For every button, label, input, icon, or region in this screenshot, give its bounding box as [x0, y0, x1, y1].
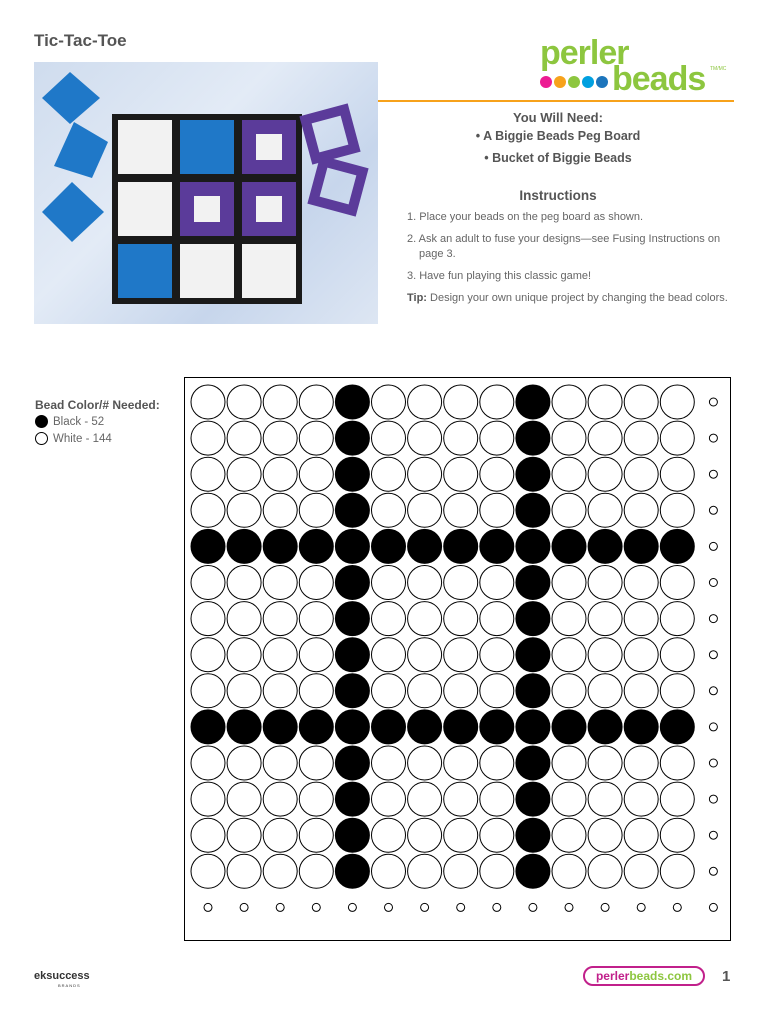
logo-word-perler: perler: [540, 34, 629, 72]
legend-item-black: [35, 415, 104, 428]
bead-pattern-svg: [185, 378, 730, 940]
bead-white: [624, 746, 658, 780]
bead-white: [444, 674, 478, 708]
header-rule: [378, 100, 734, 102]
bead-white: [299, 818, 333, 852]
bead-black: [335, 710, 369, 744]
bead-white: [444, 493, 478, 527]
bead-white: [263, 674, 297, 708]
bead-white: [191, 385, 225, 419]
bead-black: [191, 710, 225, 744]
cell-white: [180, 244, 234, 298]
empty-peg: [709, 470, 717, 478]
bead-white: [444, 602, 478, 636]
bead-white: [227, 566, 261, 600]
bead-black: [660, 529, 694, 563]
legend-title: Bead Color/# Needed:: [35, 398, 160, 412]
logo-word-beads: beads: [612, 60, 706, 98]
bead-white: [624, 493, 658, 527]
blue-piece: [54, 122, 108, 178]
bead-white: [480, 674, 514, 708]
bead-white: [191, 782, 225, 816]
bead-white: [408, 674, 442, 708]
bead-white: [444, 854, 478, 888]
empty-peg: [709, 651, 717, 659]
bead-white: [480, 638, 514, 672]
bead-white: [444, 457, 478, 491]
bead-black: [227, 710, 261, 744]
cell-blue: [118, 244, 172, 298]
bead-black: [335, 493, 369, 527]
bead-white: [624, 674, 658, 708]
empty-peg: [276, 903, 284, 911]
bead-white: [372, 674, 406, 708]
bead-white: [408, 746, 442, 780]
white-bead-icon: [35, 432, 48, 445]
instruction-step-2: 2. Ask an adult to fuse your designs—see Fusing Instructions on page 3.: [407, 233, 721, 260]
bead-white: [552, 674, 586, 708]
bead-black: [588, 529, 622, 563]
bead-white: [660, 566, 694, 600]
bead-black: [624, 710, 658, 744]
empty-peg: [709, 795, 717, 803]
bead-black: [335, 385, 369, 419]
bead-black: [444, 710, 478, 744]
bead-white: [227, 457, 261, 491]
bead-white: [372, 457, 406, 491]
bead-white: [552, 457, 586, 491]
bead-black: [408, 710, 442, 744]
bead-white: [227, 602, 261, 636]
bead-black: [335, 746, 369, 780]
empty-peg: [601, 903, 609, 911]
perler-beads-logo: [540, 36, 740, 96]
eksuccess-logo-sub: BRANDS: [58, 983, 81, 988]
bead-white: [588, 602, 622, 636]
instruction-step-1: 1. Place your beads on the peg board as shown.: [407, 211, 644, 223]
bead-black: [516, 421, 550, 455]
bead-white: [444, 818, 478, 852]
bead-white: [299, 602, 333, 636]
empty-peg: [709, 687, 717, 695]
bead-white: [480, 493, 514, 527]
bead-white: [480, 457, 514, 491]
bead-black: [516, 385, 550, 419]
bead-white: [588, 493, 622, 527]
empty-peg: [709, 542, 717, 550]
bead-white: [408, 457, 442, 491]
bead-white: [263, 457, 297, 491]
bead-black: [516, 746, 550, 780]
empty-peg: [709, 831, 717, 839]
bead-white: [588, 421, 622, 455]
bead-white: [299, 746, 333, 780]
eksuccess-logo: eksuccess: [34, 970, 90, 982]
bead-white: [372, 746, 406, 780]
bead-black: [335, 602, 369, 636]
black-bead-icon: [35, 415, 48, 428]
empty-peg: [529, 903, 537, 911]
bead-white: [660, 421, 694, 455]
bead-white: [408, 385, 442, 419]
bead-black: [372, 529, 406, 563]
bead-white: [588, 782, 622, 816]
bead-black: [263, 710, 297, 744]
bead-black: [516, 493, 550, 527]
bead-black: [335, 854, 369, 888]
bead-black: [335, 566, 369, 600]
bead-white: [227, 818, 261, 852]
empty-peg: [709, 615, 717, 623]
bead-white: [624, 457, 658, 491]
empty-peg: [709, 506, 717, 514]
bead-white: [408, 602, 442, 636]
empty-peg: [709, 867, 717, 875]
bead-white: [227, 746, 261, 780]
bead-white: [263, 818, 297, 852]
bead-white: [408, 493, 442, 527]
cell-center: [256, 134, 282, 160]
bead-white: [444, 566, 478, 600]
bead-white: [588, 457, 622, 491]
page-title: Tic-Tac-Toe: [34, 31, 127, 50]
bead-white: [227, 674, 261, 708]
bead-white: [372, 421, 406, 455]
bead-white: [263, 385, 297, 419]
bead-black: [552, 710, 586, 744]
bead-white: [408, 782, 442, 816]
bead-white: [480, 818, 514, 852]
bead-white: [191, 566, 225, 600]
bead-white: [588, 854, 622, 888]
bead-pattern-grid: [184, 377, 731, 941]
legend-item-white: [35, 432, 112, 445]
bead-white: [624, 421, 658, 455]
bead-white: [227, 421, 261, 455]
cell-center: [256, 196, 282, 222]
bead-white: [552, 854, 586, 888]
bead-white: [588, 746, 622, 780]
bead-white: [227, 493, 261, 527]
bead-white: [299, 782, 333, 816]
bead-white: [227, 385, 261, 419]
empty-peg: [709, 759, 717, 767]
bead-white: [552, 421, 586, 455]
logo-dot: [540, 76, 552, 88]
empty-peg: [709, 903, 717, 911]
bead-white: [372, 638, 406, 672]
need-item-beads: • Bucket of Biggie Beads: [484, 151, 632, 165]
bead-white: [263, 782, 297, 816]
bead-white: [372, 818, 406, 852]
tip-text: Design your own unique project by changing the bead colors.: [426, 292, 728, 304]
page-number: 1: [722, 968, 731, 985]
you-will-need-heading: You Will Need:: [513, 110, 603, 125]
bead-white: [299, 457, 333, 491]
bead-white: [588, 818, 622, 852]
empty-peg: [709, 723, 717, 731]
bead-white: [408, 854, 442, 888]
bead-black: [335, 674, 369, 708]
bead-black: [480, 710, 514, 744]
bead-white: [444, 385, 478, 419]
bead-white: [191, 602, 225, 636]
bead-white: [588, 566, 622, 600]
bead-white: [299, 674, 333, 708]
bead-white: [480, 602, 514, 636]
bead-black: [516, 782, 550, 816]
bead-white: [660, 818, 694, 852]
empty-peg: [348, 903, 356, 911]
bead-white: [263, 602, 297, 636]
empty-peg: [709, 579, 717, 587]
bead-white: [372, 385, 406, 419]
website-link[interactable]: [583, 966, 705, 986]
bead-black: [516, 638, 550, 672]
logo-dot: [596, 76, 608, 88]
bead-black: [516, 566, 550, 600]
empty-peg: [385, 903, 393, 911]
bead-black: [444, 529, 478, 563]
instructions-heading: Instructions: [519, 188, 597, 203]
bead-black: [552, 529, 586, 563]
instruction-step-3: 3. Have fun playing this classic game!: [407, 270, 592, 282]
bead-white: [372, 566, 406, 600]
bead-white: [263, 638, 297, 672]
bead-white: [263, 746, 297, 780]
bead-white: [552, 746, 586, 780]
instruction-steps: [407, 210, 737, 313]
empty-peg: [673, 903, 681, 911]
project-photo: [34, 62, 378, 324]
bead-white: [299, 421, 333, 455]
bead-white: [408, 818, 442, 852]
legend-label-black: Black - 52: [53, 415, 105, 428]
cell-blue: [180, 120, 234, 174]
bead-white: [624, 782, 658, 816]
bead-white: [660, 782, 694, 816]
bead-black: [516, 854, 550, 888]
bead-white: [552, 566, 586, 600]
bead-white: [444, 638, 478, 672]
bead-white: [624, 854, 658, 888]
bead-black: [516, 602, 550, 636]
bead-white: [372, 782, 406, 816]
bead-white: [372, 602, 406, 636]
bead-white: [624, 602, 658, 636]
bead-white: [588, 385, 622, 419]
bead-white: [660, 746, 694, 780]
bead-white: [408, 421, 442, 455]
bead-white: [408, 638, 442, 672]
bead-white: [480, 854, 514, 888]
empty-peg: [312, 903, 320, 911]
bead-black: [516, 710, 550, 744]
blue-piece: [42, 72, 100, 124]
bead-white: [624, 566, 658, 600]
bead-black: [335, 782, 369, 816]
bead-white: [191, 421, 225, 455]
bead-white: [372, 854, 406, 888]
bead-white: [660, 638, 694, 672]
empty-peg: [709, 398, 717, 406]
empty-peg: [565, 903, 573, 911]
bead-black: [335, 529, 369, 563]
logo-dot: [554, 76, 566, 88]
bead-white: [191, 854, 225, 888]
bead-black: [372, 710, 406, 744]
website-part-perler: perler: [595, 969, 630, 983]
bead-white: [444, 421, 478, 455]
bead-black: [660, 710, 694, 744]
bead-white: [191, 746, 225, 780]
bead-white: [299, 493, 333, 527]
need-item-peg-board: • A Biggie Beads Peg Board: [475, 129, 641, 143]
bead-white: [480, 782, 514, 816]
bead-white: [227, 782, 261, 816]
bead-white: [191, 493, 225, 527]
bead-black: [516, 457, 550, 491]
bead-black: [480, 529, 514, 563]
bead-white: [227, 638, 261, 672]
bead-white: [624, 818, 658, 852]
bead-black: [227, 529, 261, 563]
bead-white: [480, 421, 514, 455]
bead-black: [408, 529, 442, 563]
bead-white: [299, 638, 333, 672]
empty-peg: [493, 903, 501, 911]
bead-white: [408, 566, 442, 600]
cell-white: [242, 244, 296, 298]
empty-peg: [637, 903, 645, 911]
logo-trademark: TM/MC: [710, 66, 727, 72]
bead-white: [624, 638, 658, 672]
logo-dots: [540, 76, 608, 88]
bead-white: [660, 493, 694, 527]
bead-white: [624, 385, 658, 419]
bead-black: [516, 674, 550, 708]
bead-white: [191, 457, 225, 491]
bead-black: [335, 818, 369, 852]
bead-white: [263, 421, 297, 455]
bead-black: [299, 529, 333, 563]
logo-dot: [568, 76, 580, 88]
bead-white: [552, 602, 586, 636]
tip-label: Tip:: [407, 292, 427, 304]
blue-piece: [42, 182, 104, 242]
bead-black: [263, 529, 297, 563]
bead-white: [552, 638, 586, 672]
cell-white: [118, 182, 172, 236]
bead-black: [335, 457, 369, 491]
bead-white: [552, 493, 586, 527]
bead-white: [552, 782, 586, 816]
bead-black: [624, 529, 658, 563]
empty-peg: [204, 903, 212, 911]
empty-peg: [709, 434, 717, 442]
bead-white: [660, 602, 694, 636]
bead-white: [227, 854, 261, 888]
bead-white: [299, 566, 333, 600]
bead-white: [660, 385, 694, 419]
bead-white: [263, 854, 297, 888]
bead-black: [516, 529, 550, 563]
bead-white: [191, 674, 225, 708]
bead-black: [516, 818, 550, 852]
instruction-tip: [407, 291, 737, 306]
legend-label-white: White - 144: [53, 432, 112, 445]
purple-piece: [306, 110, 355, 159]
empty-peg: [240, 903, 248, 911]
purple-piece: [314, 162, 363, 211]
logo-dot: [582, 76, 594, 88]
cell-center: [194, 196, 220, 222]
bead-white: [480, 385, 514, 419]
bead-white: [588, 638, 622, 672]
bead-black: [588, 710, 622, 744]
bead-white: [263, 566, 297, 600]
bead-white: [552, 385, 586, 419]
bead-white: [552, 818, 586, 852]
bead-white: [588, 674, 622, 708]
bead-white: [480, 566, 514, 600]
website-part-beads: beads.com: [629, 969, 693, 983]
empty-peg: [421, 903, 429, 911]
bead-black: [299, 710, 333, 744]
bead-white: [299, 854, 333, 888]
bead-white: [299, 385, 333, 419]
bead-white: [660, 457, 694, 491]
bead-white: [372, 493, 406, 527]
photo-illustration: [34, 62, 378, 324]
bead-white: [191, 818, 225, 852]
bead-black: [335, 421, 369, 455]
bead-white: [191, 638, 225, 672]
bead-white: [444, 782, 478, 816]
bead-white: [660, 674, 694, 708]
bead-white: [263, 493, 297, 527]
bead-white: [480, 746, 514, 780]
bead-white: [444, 746, 478, 780]
bead-black: [191, 529, 225, 563]
cell-white: [118, 120, 172, 174]
bead-white: [660, 854, 694, 888]
empty-peg: [457, 903, 465, 911]
bead-black: [335, 638, 369, 672]
